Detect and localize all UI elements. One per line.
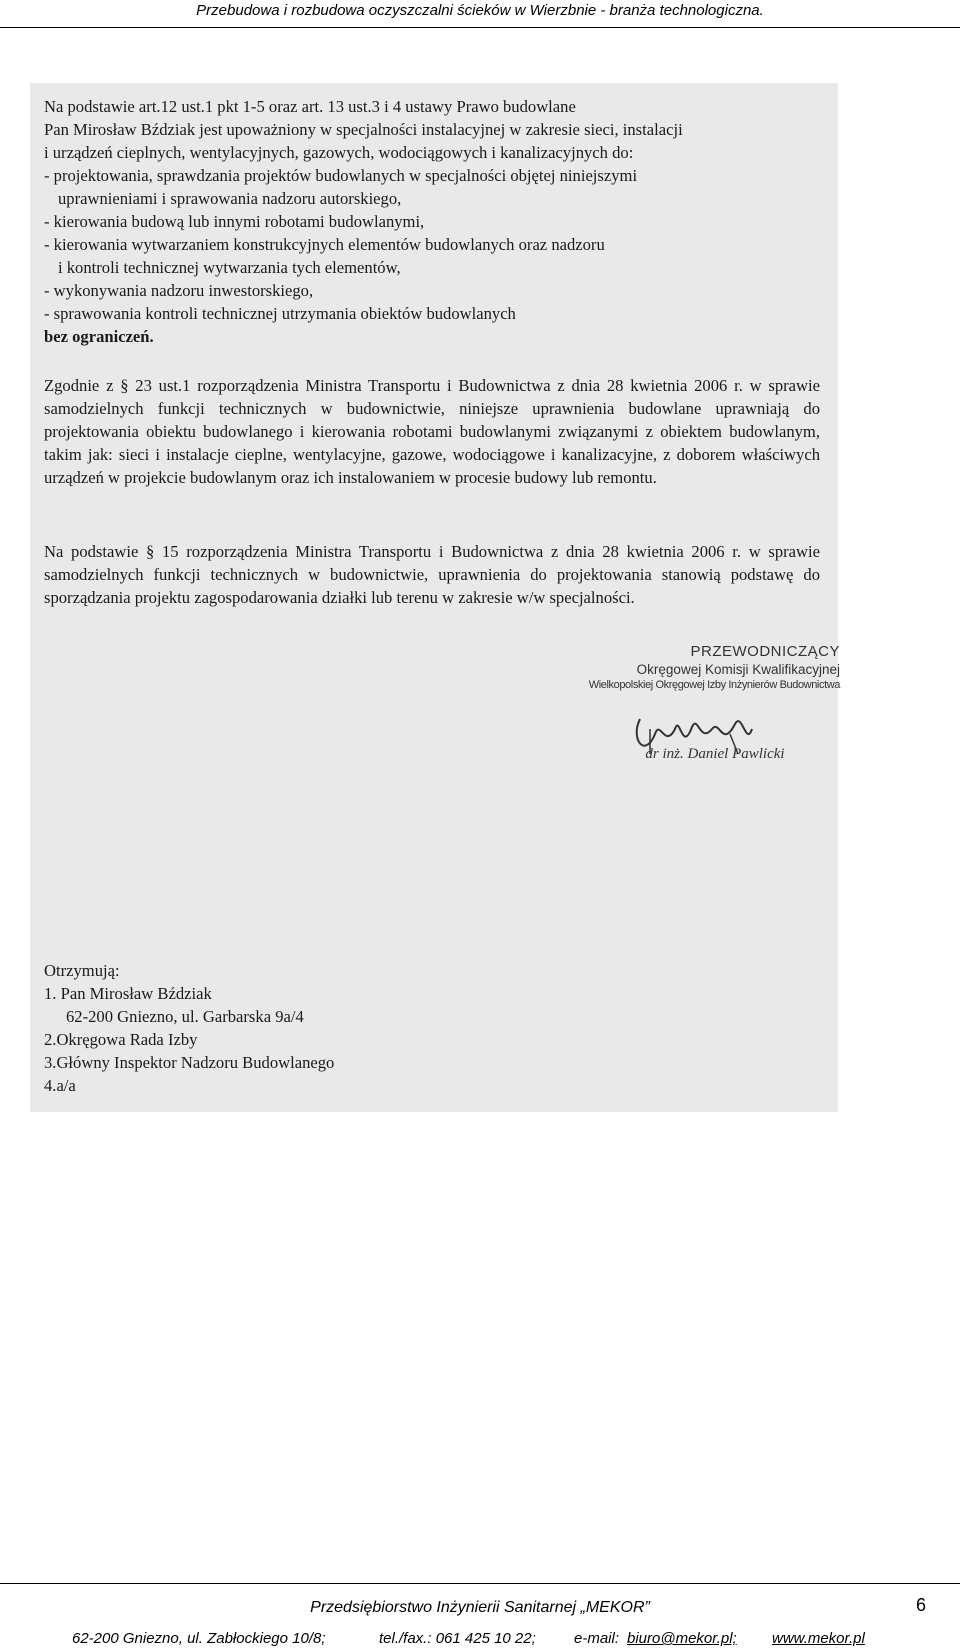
stamp-chamber: Wielkopolskiej Okręgowej Izby Inżynierów Budownictwa: [588, 679, 840, 691]
official-stamp: [550, 643, 840, 693]
stamp-commission: Okręgowej Komisji Kwalifikacyjnej: [636, 662, 840, 677]
list-item: 3.Główny Inspektor Nadzoru Budowlanego: [44, 1053, 335, 1072]
stamp-title: PRZEWODNICZĄCY: [690, 643, 840, 660]
page-header-title: Przebudowa i rozbudowa oczyszczalni ścieków w Wierzbnie - branża technologiczna.: [0, 0, 960, 28]
list-item: 1. Pan Mirosław Bździak: [44, 984, 212, 1003]
text-line: Pan Mirosław Bździak jest upoważniony w specjalności instalacyjnej w zakresie sieci, instalacji: [44, 120, 683, 139]
list-item: 62-200 Gniezno, ul. Garbarska 9a/4: [66, 1007, 304, 1026]
paragraph-regulation-23: Zgodnie z § 23 ust.1 rozporządzenia Ministra Transportu i Budownictwa z dnia 28 kwietnia 2006 r. w sprawie samodzielnych funkcji technicznych w budownictwie, niniejsze uprawnienia budowlane uprawniają do projektowania obiektu budowlanego i kierowania robotami budowlanymi związanymi z obiektem budowlanym, takim jak: sieci i instalacje cieplne, wentylacyjne, gazowe, wodociągowe i kanalizacyjne, z doborem właściwych urządzeń w projekcie budowlanym oraz ich instalowaniem w procesie budowy lub remontu.: [44, 376, 820, 487]
text-line: - projektowania, sprawdzania projektów budowlanych w specjalności objętej niniejszymi: [44, 166, 638, 185]
footer-address: 62-200 Gniezno, ul. Zabłockiego 10/8;: [72, 1630, 326, 1647]
text-line: - kierowania budową lub innymi robotami budowlanymi,: [44, 212, 425, 231]
recipients-heading: Otrzymują:: [44, 961, 120, 980]
recipients-list: [44, 959, 544, 1097]
paragraph-authorization: [44, 95, 834, 348]
footer-company: Przedsiębiorstwo Inżynierii Sanitarnej „MEKOR”: [310, 1599, 650, 1616]
text-line: - wykonywania nadzoru inwestorskiego,: [44, 281, 314, 300]
footer-website-link[interactable]: www.mekor.pl: [772, 1630, 865, 1647]
text-line: Na podstawie art.12 ust.1 pkt 1-5 oraz art. 13 ust.3 i 4 ustawy Prawo budowlane: [44, 97, 576, 116]
footer-email-label: e-mail:: [574, 1630, 620, 1647]
text-line: i kontroli technicznej wytwarzania tych elementów,: [58, 258, 401, 277]
text-line: i urządzeń cieplnych, wentylacyjnych, gazowych, wodociągowych i kanalizacyjnych do:: [44, 143, 634, 162]
text-line: uprawnieniami i sprawowania nadzoru autorskiego,: [58, 189, 402, 208]
footer-phone: tel./fax.: 061 425 10 22;: [379, 1630, 536, 1647]
text-line: - sprawowania kontroli technicznej utrzymania obiektów budowlanych: [44, 304, 516, 323]
signatory-name: dr inż. Daniel Pawlicki: [645, 746, 785, 762]
text-line: - kierowania wytwarzaniem konstrukcyjnych elementów budowlanych oraz nadzoru: [44, 235, 605, 254]
paragraph-regulation-15: Na podstawie § 15 rozporządzenia Ministra Transportu i Budownictwa z dnia 28 kwietnia 2006 r. w sprawie samodzielnych funkcji technicznych w budownictwie, uprawnienia do projektowania stanowią podstawę do sporządzania projektu zagospodarowania działki lub terenu w zakresie w/w specjalności.: [44, 542, 820, 607]
text-line-bold: bez ograniczeń.: [44, 327, 154, 346]
list-item: 2.Okręgowa Rada Izby: [44, 1030, 198, 1049]
page-number: 6: [916, 1595, 927, 1615]
list-item: 4.a/a: [44, 1076, 76, 1095]
footer-divider: [0, 1583, 960, 1584]
scanned-certificate: [30, 83, 838, 1112]
footer-email-link[interactable]: biuro@mekor.pl;: [627, 1630, 737, 1647]
